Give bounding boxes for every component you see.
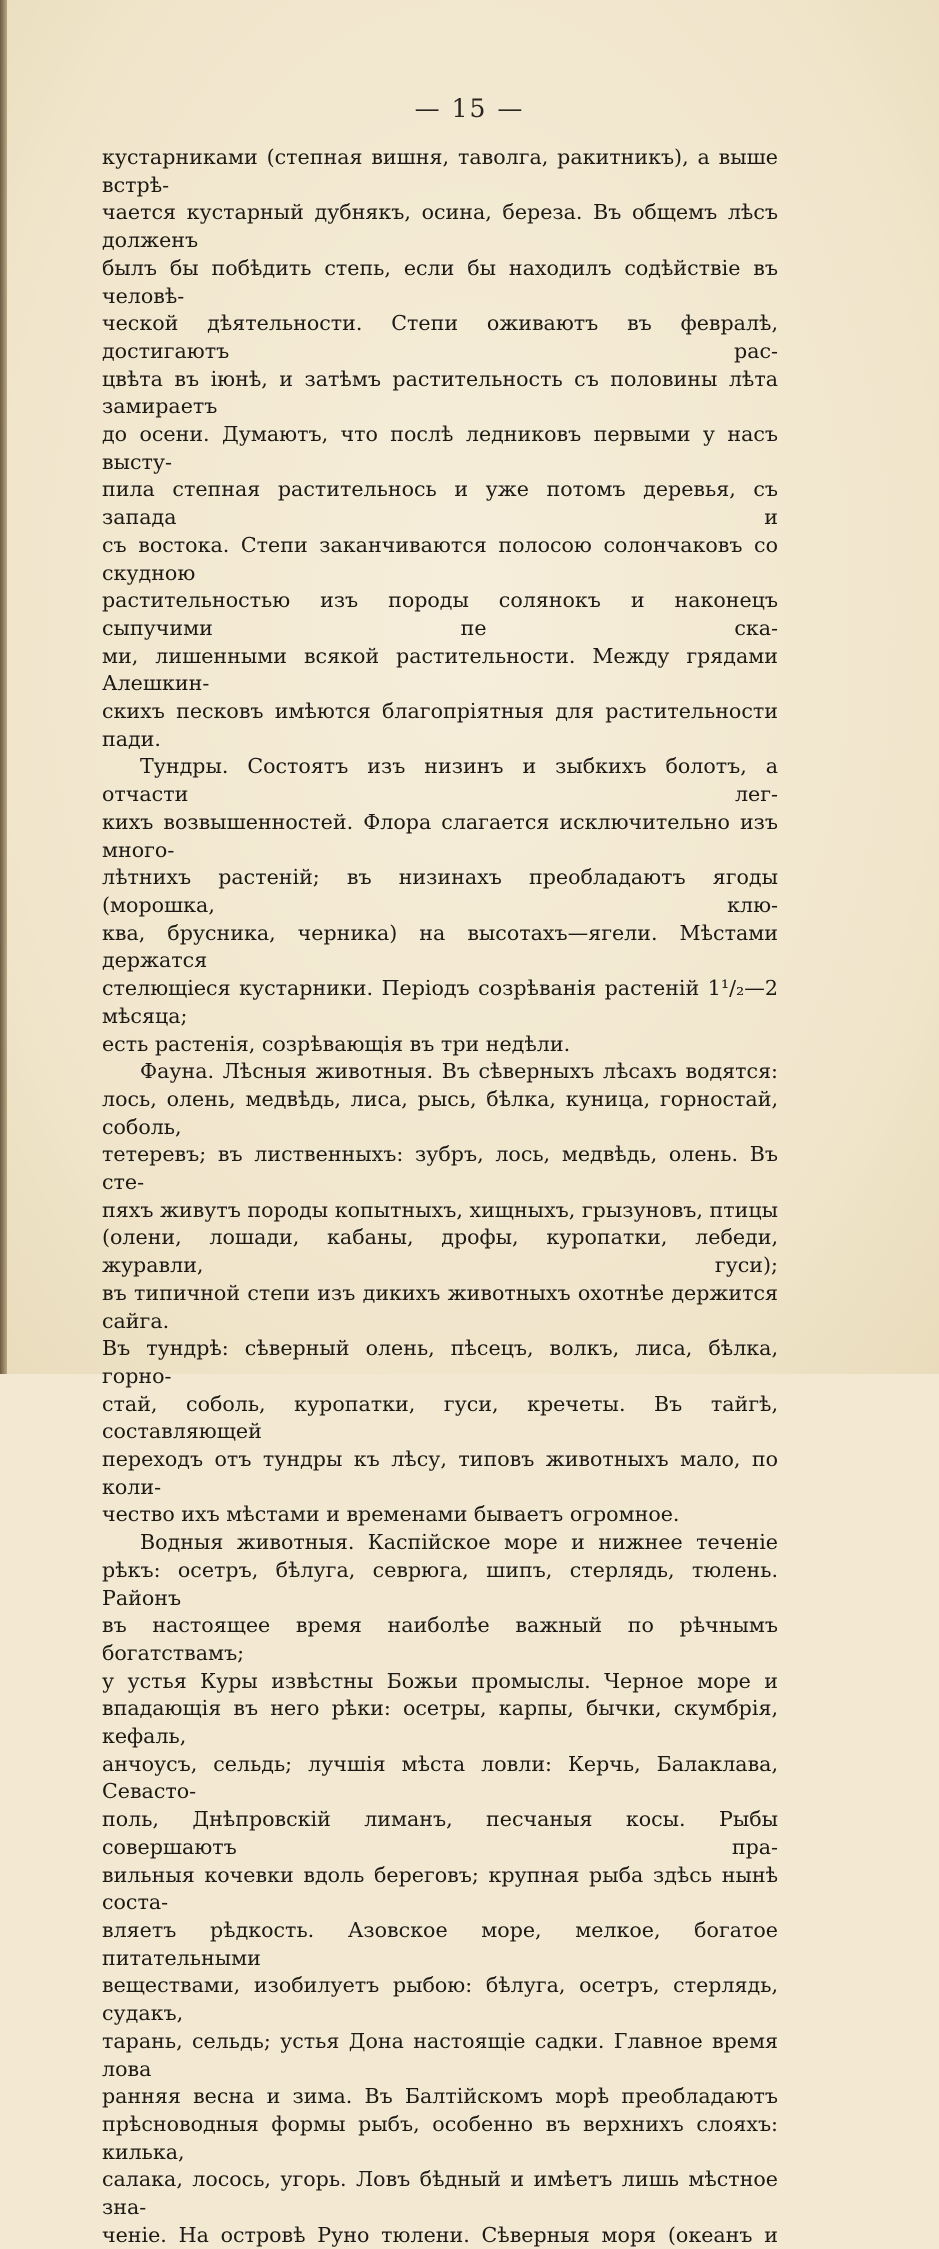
text-line: есть растенія, созрѣвающія въ три недѣли. xyxy=(102,1031,571,1056)
text-line: скихъ песковъ имѣются благопріятныя для растительности пади. xyxy=(102,699,778,751)
text-line: стелющіеся кустарники. Періодъ созрѣванія растеній 1¹/₂—2 мѣсяца; xyxy=(102,976,778,1028)
text-line: поль, Днѣпровскій лиманъ, песчаныя косы. Рыбы совершаютъ пра- xyxy=(102,1807,778,1859)
text-line: пила степная растительнось и уже потомъ деревья, съ запада и xyxy=(102,477,778,530)
page-number: — 15 — xyxy=(414,94,525,123)
text-line: анчоусъ, сельдь; лучшія мѣста ловли: Керчь, Балаклава, Севасто- xyxy=(102,1751,778,1804)
text-line: впадающія въ него рѣки: осетры, карпы, бычки, скумбрія, кефаль, xyxy=(102,1696,778,1749)
text-line: кустарниками (степная вишня, таволга, ракитникъ), а выше встрѣ- xyxy=(102,145,778,197)
text-line: цвѣта въ іюнѣ, и затѣмъ растительность съ половины лѣта замираетъ xyxy=(102,366,778,419)
text-line: лось, олень, медвѣдь, лиса, рысь, бѣлка, куница, горностай, соболь, xyxy=(102,1086,778,1139)
text-line: тарань, сельдь; устья Дона настоящіе садки. Главное время лова xyxy=(102,2028,778,2081)
text-line: рѣкъ: осетръ, бѣлуга, севрюга, шипъ, стерлядь, тюлень. Районъ xyxy=(102,1557,778,1610)
text-line: Водныя животныя. Каспійское море и нижнее теченіе xyxy=(140,1530,778,1555)
text-line: вляетъ рѣдкость. Азовское море, мелкое, богатое питательными xyxy=(102,1918,778,1970)
text-line: стай, соболь, куропатки, гуси, кречеты. Въ тайгѣ, составляющей xyxy=(102,1391,778,1444)
text-line: Въ тундрѣ: сѣверный олень, пѣсецъ, волкъ, лиса, бѣлка, горно- xyxy=(102,1336,778,1388)
text-line: съ востока. Степи заканчиваются полосою солончаковъ со скудною xyxy=(102,532,778,585)
text-line: салака, лосось, угорь. Ловъ бѣдный и имѣетъ лишь мѣстное зна- xyxy=(102,2167,778,2220)
text-line: лѣтнихъ растеній; въ низинахъ преобладаютъ ягоды (морошка, клю- xyxy=(102,865,778,917)
text-line: у устья Куры извѣстны Божьи промыслы. Черное море и xyxy=(102,1668,778,1693)
text-line: ми, лишенными всякой растительности. Между грядами Алешкин- xyxy=(102,643,778,696)
text-line: тетеревъ; въ лиственныхъ: зубръ, лось, медвѣдь, олень. Въ сте- xyxy=(102,1142,778,1195)
text-line: ква, брусника, черника) на высотахъ—ягели. Мѣстами держатся xyxy=(102,920,778,973)
text-line: былъ бы побѣдить степь, если бы находилъ содѣйствіе въ человѣ- xyxy=(102,255,778,308)
text-line: пяхъ живутъ породы копытныхъ, хищныхъ, грызуновъ, птицы xyxy=(102,1197,778,1222)
page-binding-edge xyxy=(0,0,7,1374)
text-line: въ типичной степи изъ дикихъ животныхъ охотнѣе держится сайга. xyxy=(102,1280,778,1333)
text-line: чается кустарный дубнякъ, осина, береза. Въ общемъ лѣсъ долженъ xyxy=(102,200,778,253)
text-line: чество ихъ мѣстами и временами бываетъ огромное. xyxy=(102,1502,680,1527)
text-line: переходъ отъ тундры къ лѣсу, типовъ животныхъ мало, по коли- xyxy=(102,1447,778,1499)
text-line: (олени, лошади, кабаны, дрофы, куропатки, лебеди, журавли, гуси); xyxy=(102,1225,778,1278)
text-line: до осени. Думаютъ, что послѣ ледниковъ первыми у насъ высту- xyxy=(102,422,778,474)
text-line: прѣсноводныя формы рыбъ, особенно въ верхнихъ слояхъ: килька, xyxy=(102,2111,778,2164)
text-line: Тундры. Состоятъ изъ низинъ и зыбкихъ болотъ, а отчасти лег- xyxy=(102,754,778,807)
text-line: веществами, изобилуетъ рыбою: бѣлуга, осетръ, стерлядь, судакъ, xyxy=(102,1973,778,2026)
text-line: Фауна. Лѣсныя животныя. Въ сѣверныхъ лѣсахъ водятся: xyxy=(140,1059,778,1084)
text-line: растительностью изъ породы солянокъ и наконецъ сыпучими пе ска- xyxy=(102,588,778,640)
text-line: кихъ возвышенностей. Флора слагается исключительно изъ много- xyxy=(102,809,778,862)
text-line: ченіе. На островѣ Руно тюлени. Сѣверныя моря (океанъ и xyxy=(102,2222,778,2247)
text-line: въ настоящее время наиболѣе важный по рѣчнымъ богатствамъ; xyxy=(102,1613,778,1665)
text-line: ранняя весна и зима. Въ Балтійскомъ морѣ преобладаютъ xyxy=(102,2084,778,2109)
text-line: вильныя кочевки вдоль береговъ; крупная рыба здѣсь нынѣ соста- xyxy=(102,1862,778,1915)
text-line: ческой дѣятельности. Степи оживаютъ въ февралѣ, достигаютъ рас- xyxy=(102,311,778,363)
body-text xyxy=(102,144,778,2249)
